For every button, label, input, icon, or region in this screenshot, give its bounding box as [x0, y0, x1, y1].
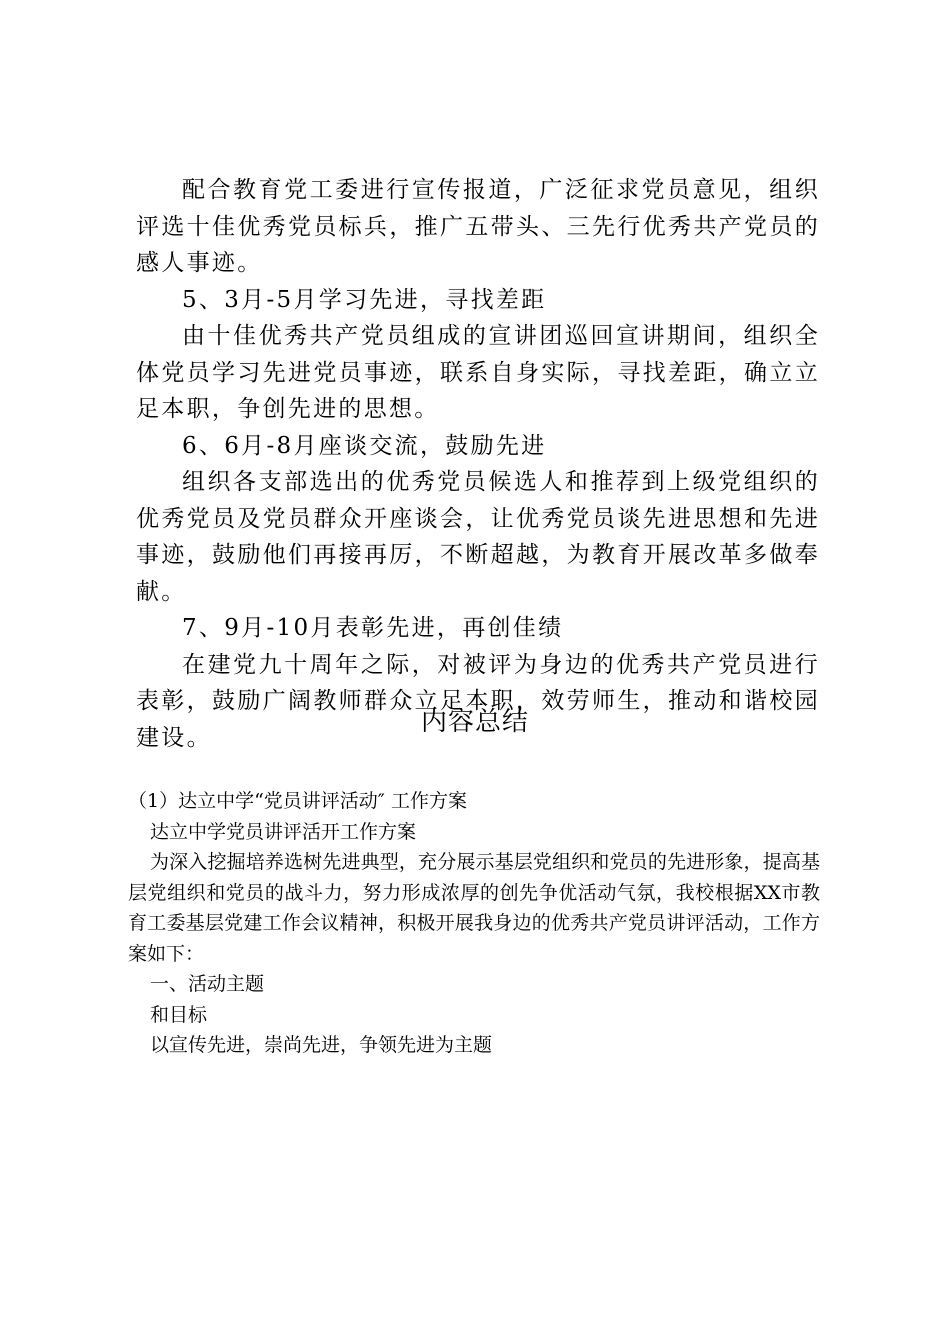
- body-paragraph: 配合教育党工委进行宣传报道，广泛征求党员意见，组织评选十佳优秀党员标兵，推广五带头、三先行优秀共产党员的感人事迹。: [136, 177, 820, 276]
- document-body: [136, 172, 820, 756]
- body-paragraph: 由十佳优秀共产党员组成的宣讲团巡回宣讲期间，组织全体党员学习先进党员事迹，联系自身实际，寻找差距，确立立足本职，争创先进的思想。: [136, 323, 820, 422]
- summary-paragraph: 为深入挖掘培养选树先进典型，充分展示基层党组织和党员的先进形象，提高基层党组织和党员的战斗力，努力形成浓厚的创先争优活动气氛，我校根据XX市教育工委基层党建工作会议精神，积极开展我身边的优秀共产党员讲评活动，工作方案如下：: [128, 851, 820, 965]
- summary-line: 一、活动主题: [150, 973, 265, 995]
- section-heading-6: 6、6月-8月座谈交流，鼓励先进: [182, 432, 547, 459]
- summary-title: 内容总结: [420, 707, 529, 737]
- section-heading-7: 7、9月-10月表彰先进，再创佳绩: [182, 615, 564, 641]
- summary-line: 以宣传先进，崇尚先进，争领先进为主题: [150, 1034, 493, 1056]
- summary-body: [128, 786, 820, 1061]
- summary-subtitle: 达立中学党员讲评活开工作方案: [150, 820, 417, 843]
- summary-heading: （1）达立中学“党员讲评活动″ 工作方案: [128, 790, 467, 812]
- section-heading-5: 5、3月-5月学习先进，寻找差距: [182, 286, 547, 313]
- body-paragraph: 组织各支部选出的优秀党员候选人和推荐到上级党组织的优秀党员及党员群众开座谈会，让优秀党员谈先进思想和先进事迹，鼓励他们再接再厉，不断超越，为教育开展改革多做奉献。: [136, 469, 820, 605]
- summary-line: 和目标: [150, 1003, 208, 1026]
- body-paragraph: 在建党九十周年之际，对被评为身边的优秀共产党员进行表彰，鼓励广阔教师群众立足本职，效劳师生，推动和谐校园建设。: [136, 651, 820, 751]
